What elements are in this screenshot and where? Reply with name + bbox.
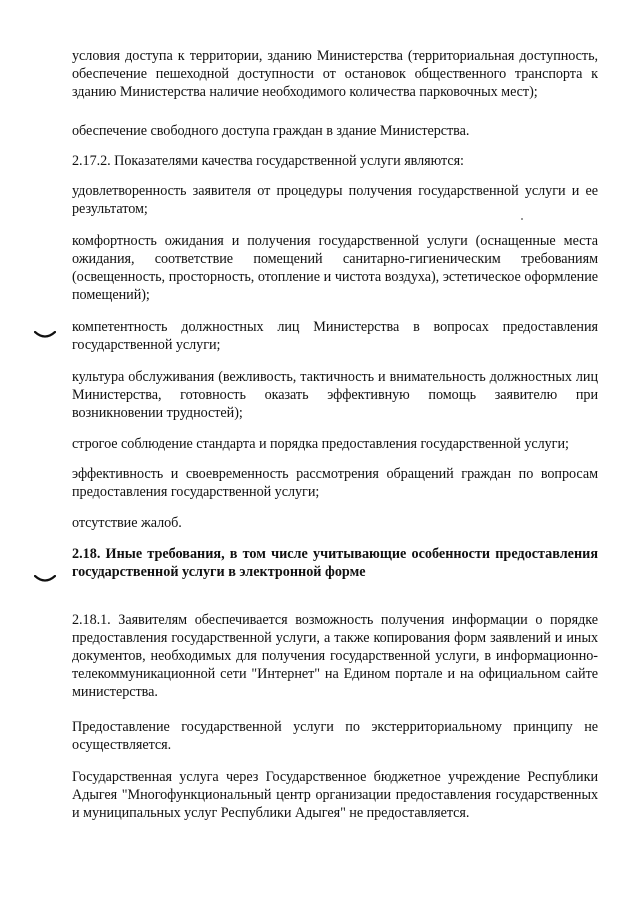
paragraph-extraterritorial: Предоставление государственной услуги по экстерриториальному принципу не осуществляется. (72, 719, 598, 753)
paragraph-2-18-1: 2.18.1. Заявителям обеспечивается возможность получения информации о порядке предоставления государственной услуги, а также копирования форм заявлений и иных документов, необходимых для получения государственной услуги, в информационно-телекоммуникационной сети "Интернет" на Едином портале и на официальном сайте министерства. (72, 612, 598, 700)
paragraph-access-conditions: условия доступа к территории, зданию Министерства (территориальная доступность, обеспечение пешеходной доступности от остановок общественного транспорта к зданию Министерства наличие необходимого количества парковочных мест); (72, 48, 598, 100)
paragraph-comfort: комфортность ожидания и получения государственной услуги (оснащенные места ожидания, соответствие помещений санитарно-гигиеническим требованиям (освещенность, просторность, отопление и чистота воздуха), эстетическое оформление помещений); (72, 233, 598, 303)
paragraph-quality-indicators: 2.17.2. Показателями качества государственной услуги являются: (72, 153, 464, 169)
paragraph-satisfaction: удовлетворенность заявителя от процедуры получения государственной услуги и ее результатом; (72, 183, 598, 217)
paragraph-free-access: обеспечение свободного доступа граждан в здание Министерства. (72, 123, 470, 139)
scan-speck (521, 218, 523, 220)
paragraph-standard-compliance: строгое соблюдение стандарта и порядка предоставления государственной услуги; (72, 436, 569, 452)
paragraph-no-complaints: отсутствие жалоб. (72, 515, 182, 531)
paragraph-mfc: Государственная услуга через Государственное бюджетное учреждение Республики Адыгея "Многофункциональный центр организации предоставления государственных и муниципальных услуг Республики Адыгея" не предоставляется. (72, 769, 598, 821)
paragraph-efficiency: эффективность и своевременность рассмотрения обращений граждан по вопросам предоставления государственной услуги; (72, 466, 598, 500)
paragraph-competence: компетентность должностных лиц Министерства в вопросах предоставления государственной услуги; (72, 319, 598, 353)
paragraph-service-culture: культура обслуживания (вежливость, тактичность и внимательность должностных лиц Министерства, готовность оказать эффективную помощь заявителю при возникновении трудностей); (72, 369, 598, 421)
section-heading-2-18: 2.18. Иные требования, в том числе учитывающие особенности предоставления государственной услуги в электронной форме (72, 546, 598, 580)
margin-mark-icon (34, 331, 56, 339)
margin-mark-icon (34, 575, 56, 583)
